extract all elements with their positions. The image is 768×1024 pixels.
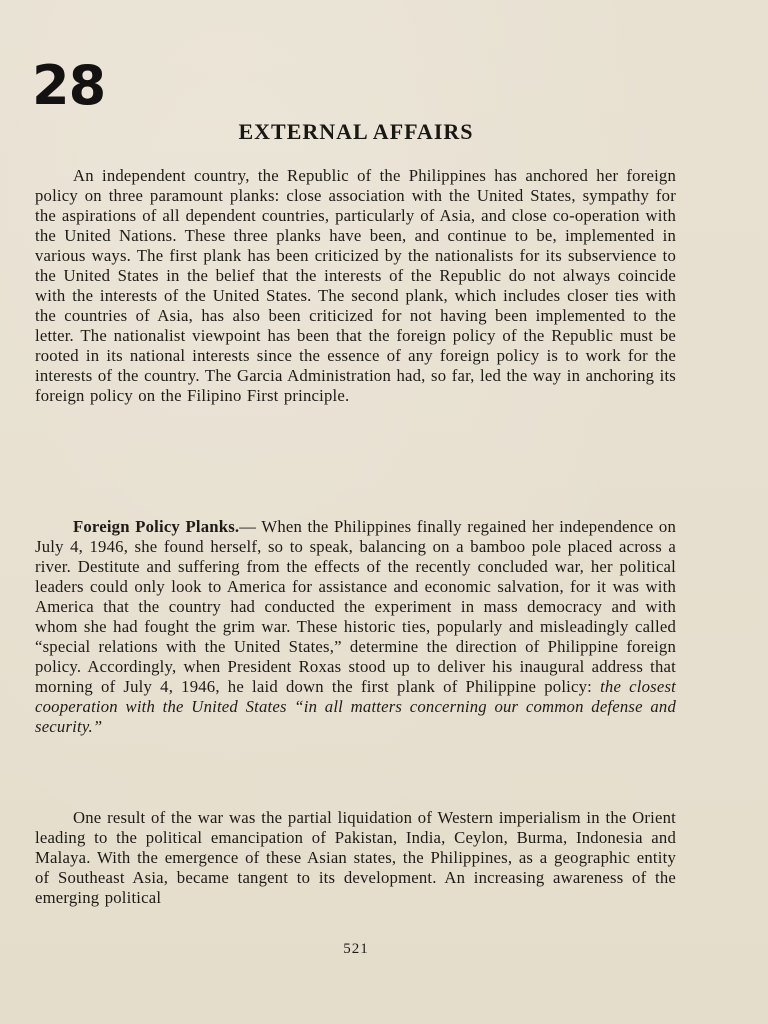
paragraph-imperialism-text: One result of the war was the partial liquidation of Western imperialism in the Orient leading to the political emancipation of Pakistan, India, Ceylon, Burma, Indonesia and Malaya. With the emergence of these Asian states, the Philippines, as a geographic entity of Southeast Asia, became tangent to its development. An increasing awareness of the emerging political — [35, 808, 676, 907]
chapter-number: 28 — [32, 54, 106, 117]
chapter-title: EXTERNAL AFFAIRS — [238, 119, 474, 144]
page-number: 521 — [343, 941, 369, 957]
paragraph-intro — [35, 166, 676, 406]
section-heading: Foreign Policy Planks. — [73, 517, 240, 536]
paragraph-foreign-policy-planks — [35, 517, 676, 737]
policy-quote: the closest cooperation with the United States “in all matters concerning our common defense and security.” — [35, 677, 676, 736]
paragraph-intro-text: An independent country, the Republic of the Philippines has anchored her foreign policy on three paramount planks: close association with the United States, sympathy for the aspirations of all dependent countries, particularly of Asia, and close co-operation with the United Nations. These three planks have been, and continue to be, implemented in various ways. The first plank has been criticized by the nationalists for its subservience to the United States in the belief that the interests of the Republic do not always coincide with the interests of the United States. The second plank, which includes closer ties with the countries of Asia, has also been criticized for not having been implemented to the letter. The nationalist viewpoint has been that the foreign policy of the Republic must be rooted in its national interests since the essence of any foreign policy is to work for the interests of the country. The Garcia Administration had, so far, led the way in anchoring its foreign policy on the Filipino First principle. — [35, 166, 676, 405]
paragraph-western-imperialism — [35, 808, 676, 908]
paragraph-planks-text: — When the Philippines finally regained her independence on July 4, 1946, she found herself, so to speak, balancing on a bamboo pole placed across a river. Destitute and suffering from the effects of the recently concluded war, her political leaders could only look to America for assistance and economic salvation, for it was with America that the country had conducted the experiment in mass democracy and with whom she had fought the grim war. These historic ties, popularly and misleadingly called “special relations with the United States,” determine the direction of Philippine foreign policy. Accordingly, when President Roxas stood up to deliver his inaugural address that morning of July 4, 1946, he laid down the first plank of Philippine policy: — [35, 517, 676, 696]
